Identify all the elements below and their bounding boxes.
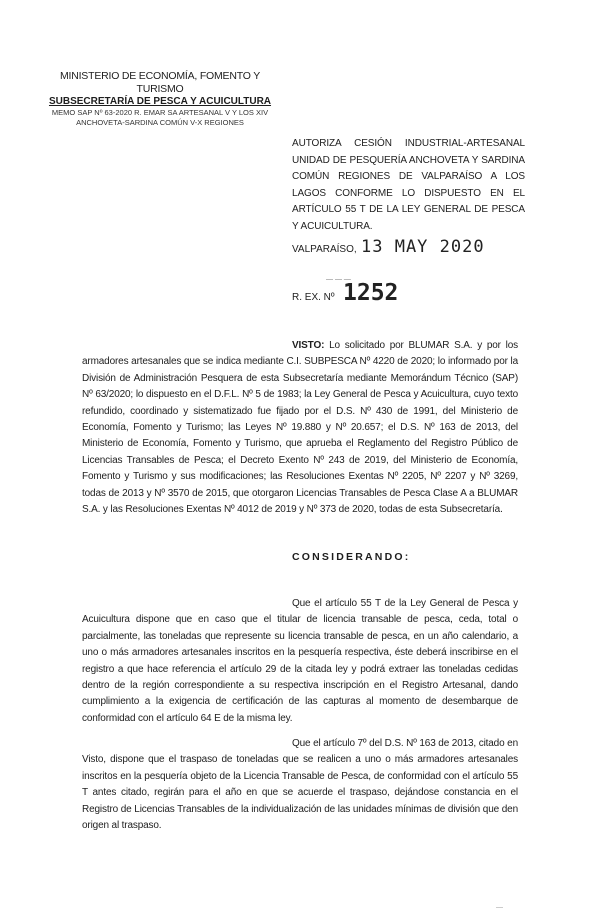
subsecretaria-name: SUBSECRETARÍA DE PESCA Y ACUICULTURA — [48, 96, 272, 107]
reference-line-1: MEMO SAP Nº 63-2020 R. EMAR SA ARTESANAL V Y LOS XIV — [51, 108, 269, 117]
considerando-paragraph-1: Que el artículo 55 T de la Ley General de Pesca y Acuicultura dispone que en caso que el titular de licencia transable de pesca, ceda, total o parcialmente, las toneladas que represente su licencia transable de pesca, en un año calendario, a uno o más armadores artesanales inscritos en la pesquería respectiva, éste deberá inscribirse en el registro a que hace referencia el artículo 29 de la citada ley y podrá extraer las toneladas cedidas dentro de la región correspondiente a su respectiva inscripción en el Registro Artesanal, dando cumplimiento a la exigencia de certificación de las capturas al momento de desembarque de conformidad con el artículo 64 E de la misma ley. — [82, 598, 518, 724]
footer-mark: — — [496, 904, 503, 911]
visto-paragraph — [82, 338, 518, 518]
rex-label: R. EX. Nº — [292, 292, 335, 303]
date-stamp: 13 MAY 2020 — [361, 237, 485, 257]
considerando-paragraph-2: Que el artículo 7º del D.S. Nº 163 de 2013, citado en Visto, dispone que el traspaso de toneladas que se realicen a uno o más armadores artesanales inscritos en la pesquería objeto de la Licencia Transable de Pesca, de conformidad con el artículo 55 T antes citado, regirán para el año en que se acuerde el traspaso, dejándose constancia en el Registro de Licencias Transables de la individualización de las unidades mínimas de división que den origen al traspaso. — [82, 738, 518, 832]
rex-number: 1252 — [343, 280, 399, 306]
ministry-name: MINISTERIO DE ECONOMÍA, FOMENTO Y TURISMO — [59, 70, 261, 95]
visto-heading: VISTO: — [292, 340, 325, 351]
considerando-heading: CONSIDERANDO: — [292, 551, 411, 563]
dateline-city: VALPARAÍSO, — [292, 244, 357, 255]
visto-text: Lo solicitado por BLUMAR S.A. y por los armadores artesanales que se indica mediante C.I. SUBPESCA Nº 4220 de 2020; lo informado por la División de Administración Pesquera de esta Subsecretaría mediante Memorándum Técnico (SAP) Nº 63/2020; lo dispuesto en el D.F.L. Nº 5 de 1983; la Ley General de Pesca y Acuicultura, cuyo texto refundido, coordinado y sistematizado fue fijado por el D.S. Nº 430 de 1991, del Ministerio de Economía, Fomento y Turismo; las Leyes Nº 19.880 y Nº 20.657; el D.S. Nº 163 de 2013, del Ministerio de Economía, Fomento y Turismo, que aprueba el Reglamento del Registro Público de Licencias Transables de Pesca; el Decreto Exento Nº 243 de 2019, del Ministerio de Economía, Fomento y Turismo y sus modificaciones; las Resoluciones Exentas Nº 2205, Nº 2207 y Nº 3269, todas de 2013 y Nº 3570 de 2015, que otorgaron Licencias Transables de Pesca Clase A a BLUMAR S.A. y las Resoluciones Exentas Nº 4012 de 2019 y Nº 373 de 2020, todas de esta Subsecretaría. — [82, 340, 518, 516]
rex-mark: — — — — [326, 276, 351, 283]
letterhead — [45, 70, 275, 128]
resolution-subject: AUTORIZA CESIÓN INDUSTRIAL-ARTESANAL UNIDAD DE PESQUERÍA ANCHOVETA Y SARDINA COMÚN REGIONES DE VALPARAÍSO A LOS LAGOS CONFORME LO DISPUESTO EN EL ARTÍCULO 55 T DE LA LEY GENERAL DE PESCA Y ACUICULTURA. — [292, 138, 525, 232]
reference-line-2: ANCHOVETA-SARDINA COMÚN V-X REGIONES — [76, 118, 244, 127]
